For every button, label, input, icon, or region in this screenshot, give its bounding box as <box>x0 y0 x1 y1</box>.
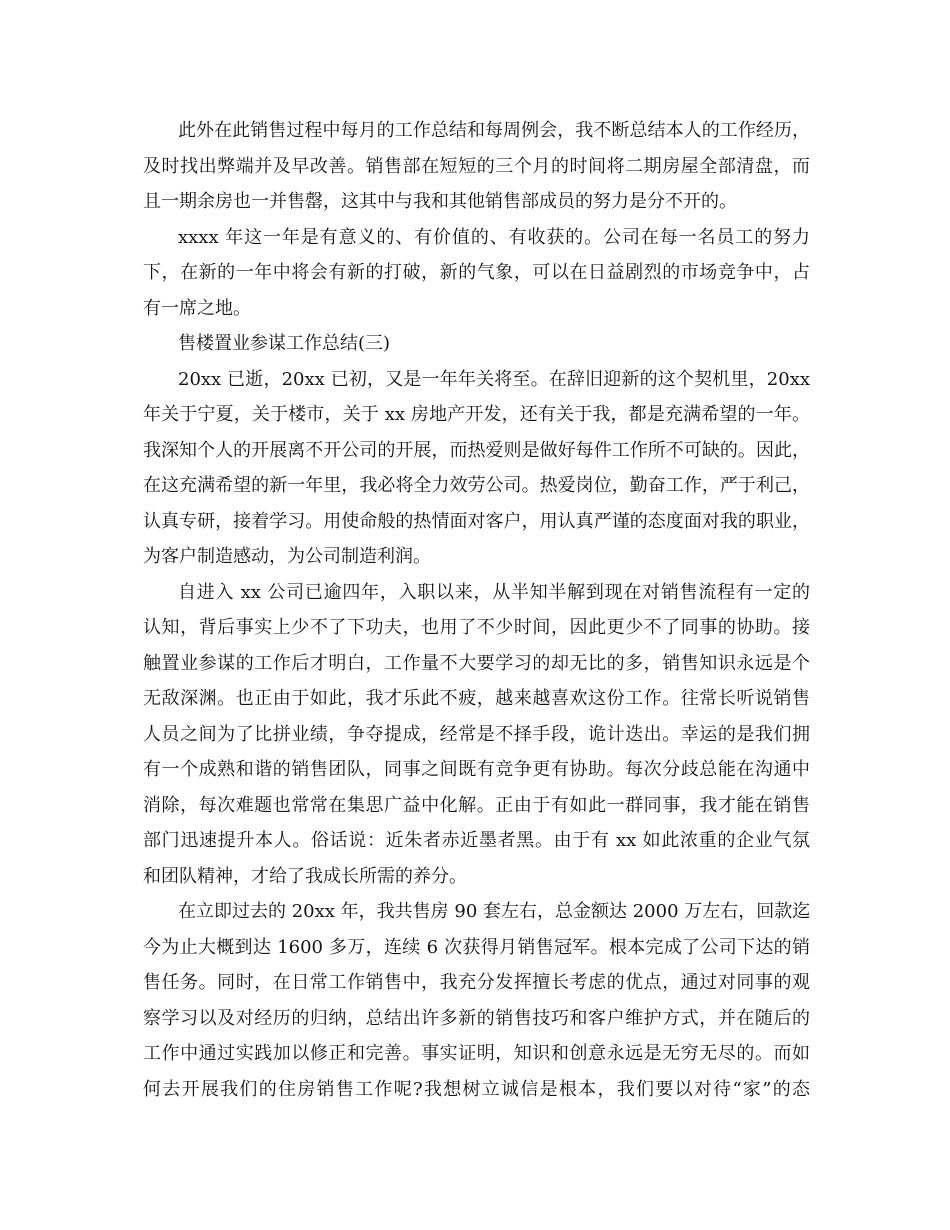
text-line: 售任务。同时，在日常工作销售中，我充分发挥擅长考虑的优点，通过对同事的观 <box>143 972 810 993</box>
text-line: 在这充满希望的新一年里，我必将全力效劳公司。热爱岗位，勤奋工作，严于利己， <box>143 475 810 496</box>
document-body <box>143 113 810 1107</box>
text-line: 自进入 xx 公司已逾四年，入职以来，从半知半解到现在对销售流程有一定的 <box>178 581 810 603</box>
text-line: 部门迅速提升本人。俗话说：近朱者赤近墨者黑。由于有 xx 如此浓重的企业气氛 <box>143 830 810 851</box>
text-line: 20xx 已逝，20xx 已初，又是一年年关将至。在辞旧迎新的这个契机里，20xx <box>178 368 810 390</box>
text-line: 察学习以及对经历的归纳，总结出许多新的销售技巧和客户维护方式，并在随后的 <box>143 1007 810 1029</box>
text-line: 年关于宁夏，关于楼市，关于 xx 房地产开发，还有关于我，都是充满希望的一年。 <box>143 404 810 425</box>
paragraph <box>143 113 810 220</box>
paragraph <box>143 362 810 575</box>
text-line: 下，在新的一年中将会有新的打破，新的气象，可以在日益剧烈的市场竞争中，占 <box>143 262 810 283</box>
text-line: 和团队精神，才给了我成长所需的养分。 <box>143 865 467 887</box>
text-line: 有一席之地。 <box>143 297 251 319</box>
section-heading-text: 售楼置业参谋工作总结(三) <box>178 333 391 354</box>
text-line: 触置业参谋的工作后才明白，工作量不大要学习的却无比的多，销售知识永远是个 <box>143 652 810 674</box>
paragraph <box>143 220 810 327</box>
text-line: 无敌深渊。也正由于如此，我才乐此不疲，越来越喜欢这份工作。往常长听说销售 <box>143 688 810 709</box>
text-line: 今为止大概到达 1600 多万，连续 6 次获得月销售冠军。根本完成了公司下达的销 <box>143 936 810 958</box>
text-line: 为客户制造感动，为公司制造利润。 <box>143 546 431 567</box>
paragraph <box>143 575 810 895</box>
text-line: 在立即过去的 20xx 年，我共售房 90 套左右，总金额达 2000 万左右，回款迄 <box>178 901 811 922</box>
text-line: 人员之间为了比拼业绩，争夺提成，经常是不择手段，诡计迭出。幸运的是我们拥 <box>143 723 810 745</box>
text-line: 消除，每次难题也常常在集思广益中化解。正由于有如此一群同事，我才能在销售 <box>143 794 810 816</box>
text-line: 此外在此销售过程中每月的工作总结和每周例会，我不断总结本人的工作经历， <box>178 120 810 141</box>
text-line: xxxx 年这一年是有意义的、有价值的、有收获的。公司在每一名员工的努力 <box>178 226 810 248</box>
text-line: 何去开展我们的住房销售工作呢?我想树立诚信是根本，我们要以对待“家”的态 <box>143 1078 810 1100</box>
paragraph <box>143 894 810 1107</box>
text-line: 认真专研，接着学习。用使命般的热情面对客户，用认真严谨的态度面对我的职业， <box>143 510 810 532</box>
text-line: 认知，背后事实上少不了下功夫，也用了不少时间，因此更少不了同事的协助。接 <box>143 617 810 638</box>
text-line: 且一期余房也一并售罄，这其中与我和其他销售部成员的努力是分不开的。 <box>143 191 737 212</box>
section-heading <box>143 326 810 362</box>
text-line: 工作中通过实践加以修正和完善。事实证明，知识和创意永远是无穷无尽的。而如 <box>143 1043 810 1064</box>
text-line: 我深知个人的开展离不开公司的开展，而热爱则是做好每件工作所不可缺的。因此， <box>143 439 810 461</box>
text-line: 有一个成熟和谐的销售团队，同事之间既有竞争更有协助。每次分歧总能在沟通中 <box>143 759 810 780</box>
text-line: 及时找出弊端并及早改善。销售部在短短的三个月的时间将二期房屋全部清盘，而 <box>143 155 810 177</box>
